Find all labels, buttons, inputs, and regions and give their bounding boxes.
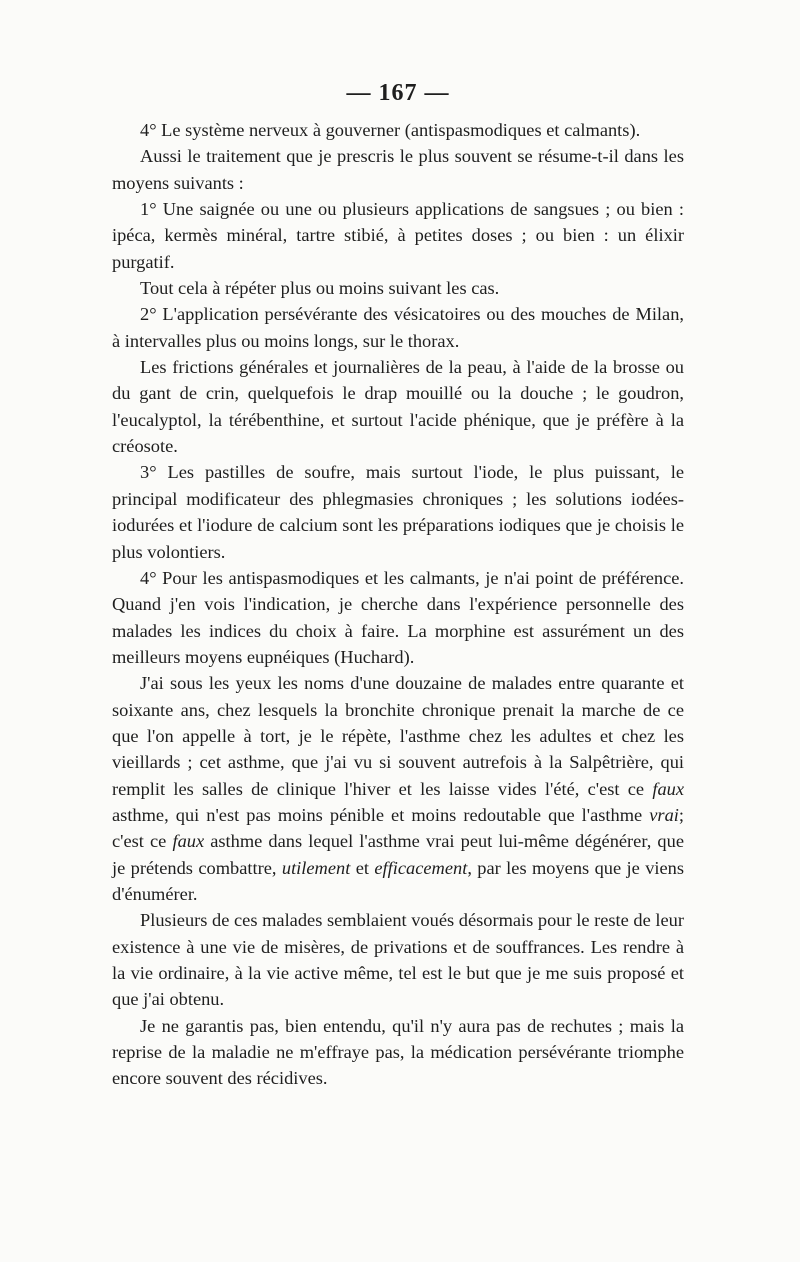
emphasis-vrai: vrai — [649, 804, 679, 825]
emphasis-utilement: utilement — [281, 857, 351, 878]
paragraph: Je ne garantis pas, bien entendu, qu'il n'y aura pas de rechutes ; mais la reprise de la maladie ne m'effraye pas, la médication persévérante triomphe encore souvent des récidives. — [112, 1015, 684, 1089]
text-run: , par les moyens que je viens d'énumérer. — [112, 857, 685, 904]
page-number: — 167 — — [346, 80, 450, 106]
paragraph: Tout cela à répéter plus ou moins suivant les cas. — [140, 278, 500, 299]
text-run: asthme, qui n'est pas moins pénible et moins redoutable que l'asthme — [112, 804, 650, 825]
emphasis-efficacement: efficacement — [374, 857, 468, 878]
paragraph: Aussi le traitement que je prescris le plus souvent se résume-t-il dans les moyens suivants : — [112, 146, 684, 193]
paragraph: 1° Une saignée ou une ou plusieurs applications de sangsues ; ou bien : ipéca, kermès minéral, tartre stibié, à petites doses ; ou bien : un élixir purgatif. — [112, 199, 684, 272]
paragraph: 2° L'application persévérante des vésicatoires ou des mouches de Milan, à intervalles plus ou moins longs, sur le thorax. — [112, 304, 684, 351]
paragraph — [112, 670, 684, 907]
text-run: asthme dans lequel l'asthme vrai peut lui-même dégénérer, que je prétends combattre, — [112, 831, 684, 878]
text-run: J'ai sous les yeux les noms d'une douzaine de malades entre quarante et soixante ans, chez lesquels la bronchite chronique prenait la marche de ce que l'on appelle à tort, je le répète, l'asthme chez les adultes et chez les vieillards ; cet asthme, que j'ai vu si souvent autrefois à la Salpêtrière, qui remplit les salles de clinique l'hiver et les laisse vides l'été, c'est ce — [112, 673, 684, 799]
paragraph: Les frictions générales et journalières de la peau, à l'aide de la brosse ou du gant de crin, quelquefois le drap mouillé ou la douche ; le goudron, l'eucalyptol, la térébenthine, et surtout l'acide phénique, que je préfère à la créosote. — [112, 357, 684, 457]
paragraph: 4° Pour les antispasmodiques et les calmants, je n'ai point de préférence. Quand j'en vois l'indication, je cherche dans l'expérience personnelle des malades les indices du choix à faire. La morphine est assurément un des meilleurs moyens eupnéiques (Huchard). — [112, 567, 684, 667]
emphasis-faux: faux — [652, 778, 684, 799]
body-text — [112, 117, 684, 1092]
paragraph: 3° Les pastilles de soufre, mais surtout l'iode, le plus puissant, le principal modificateur des phlegmasies chroniques ; les solutions iodées-iodurées et l'iodure de calcium sont les préparations iodiques que je choisis le plus volontiers. — [112, 462, 684, 562]
emphasis-faux: faux — [172, 831, 205, 852]
paragraph: Plusieurs de ces malades semblaient voués désormais pour le reste de leur existence à une vie de misères, de privations et de souffrances. Les rendre à la vie ordinaire, à la vie active même, tel est le but que je me suis proposé et que j'ai obtenu. — [112, 910, 684, 1010]
paragraph: 4° Le système nerveux à gouverner (antispasmodiques et calmants). — [140, 120, 641, 140]
text-run: ; c'est ce — [112, 804, 684, 852]
text-run: et — [350, 857, 375, 878]
book-page — [112, 80, 684, 1092]
